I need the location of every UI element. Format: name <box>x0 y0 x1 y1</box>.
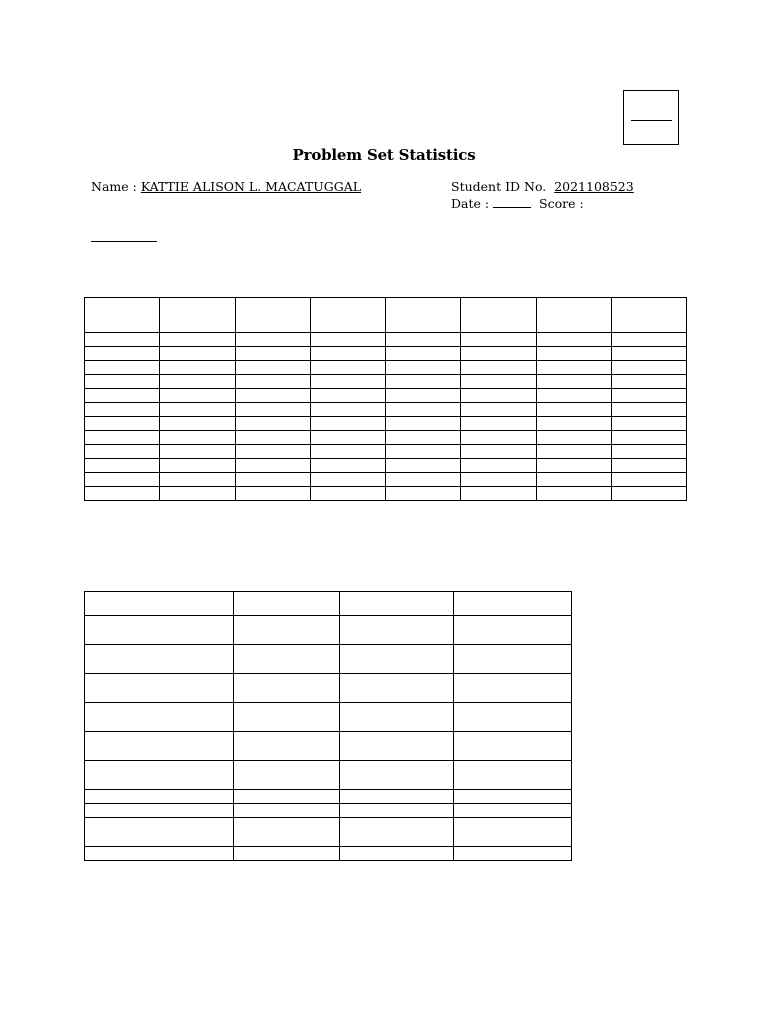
table-cell <box>537 431 612 445</box>
table-cell <box>234 761 340 790</box>
table-cell <box>537 473 612 487</box>
student-id-value: 2021108523 <box>554 179 634 194</box>
table-cell <box>85 703 234 732</box>
table-cell <box>85 389 160 403</box>
table-cell <box>85 674 234 703</box>
table-cell <box>454 674 572 703</box>
table-cell <box>537 333 612 347</box>
table-cell <box>537 445 612 459</box>
table-cell <box>461 487 537 501</box>
table-cell <box>311 333 386 347</box>
table-cell <box>311 375 386 389</box>
table-cell <box>234 804 340 818</box>
table-row <box>85 818 572 847</box>
table-cell <box>234 847 340 861</box>
table-cell <box>454 732 572 761</box>
table-cell <box>386 459 461 473</box>
table-cell <box>236 375 311 389</box>
table-cell <box>461 375 537 389</box>
table-cell <box>85 298 160 333</box>
table-cell <box>160 417 236 431</box>
table-cell <box>340 847 454 861</box>
table-cell <box>454 804 572 818</box>
table-cell <box>85 347 160 361</box>
table-row <box>85 298 687 333</box>
table-cell <box>234 703 340 732</box>
table-cell <box>386 375 461 389</box>
table-cell <box>236 361 311 375</box>
table-cell <box>160 298 236 333</box>
table-cell <box>612 375 687 389</box>
table-cell <box>386 487 461 501</box>
table-cell <box>537 417 612 431</box>
table-cell <box>454 761 572 790</box>
table-row <box>85 445 687 459</box>
table-cell <box>85 333 160 347</box>
table-row <box>85 361 687 375</box>
table-cell <box>85 417 160 431</box>
score-box-blank-line <box>631 120 672 121</box>
table-cell <box>85 732 234 761</box>
table-cell <box>160 431 236 445</box>
date-score-field <box>451 195 584 211</box>
table-cell <box>454 616 572 645</box>
table-cell <box>537 459 612 473</box>
table-cell <box>612 333 687 347</box>
table-cell <box>234 645 340 674</box>
table-cell <box>461 473 537 487</box>
table-cell <box>461 431 537 445</box>
table-cell <box>236 347 311 361</box>
table-row <box>85 487 687 501</box>
table-cell <box>85 459 160 473</box>
table-row <box>85 616 572 645</box>
table-row <box>85 347 687 361</box>
table-cell <box>386 333 461 347</box>
table-cell <box>537 403 612 417</box>
table-cell <box>236 473 311 487</box>
table-cell <box>612 459 687 473</box>
table-cell <box>234 592 340 616</box>
table-cell <box>340 592 454 616</box>
table-cell <box>85 473 160 487</box>
table-cell <box>85 592 234 616</box>
table-row <box>85 431 687 445</box>
table-cell <box>340 732 454 761</box>
table-cell <box>85 804 234 818</box>
student-id-field <box>451 179 634 194</box>
table-cell <box>386 298 461 333</box>
table-cell <box>311 417 386 431</box>
table-cell <box>234 674 340 703</box>
table-cell <box>537 298 612 333</box>
table-cell <box>311 445 386 459</box>
table-cell <box>234 818 340 847</box>
table-cell <box>461 333 537 347</box>
table-cell <box>311 403 386 417</box>
table-cell <box>340 703 454 732</box>
table-cell <box>236 389 311 403</box>
table-cell <box>612 298 687 333</box>
table-cell <box>454 818 572 847</box>
table-cell <box>311 473 386 487</box>
table-cell <box>386 347 461 361</box>
table-cell <box>160 445 236 459</box>
table-cell <box>311 347 386 361</box>
table-cell <box>236 417 311 431</box>
table-row <box>85 732 572 761</box>
table-row <box>85 790 572 804</box>
table-cell <box>236 487 311 501</box>
table-cell <box>85 616 234 645</box>
table-cell <box>612 347 687 361</box>
name-label: Name : <box>91 179 137 194</box>
table-cell <box>340 818 454 847</box>
score-label: Score : <box>539 196 584 211</box>
table-row <box>85 403 687 417</box>
table-cell <box>612 445 687 459</box>
table-cell <box>340 804 454 818</box>
table-cell <box>160 375 236 389</box>
table-cell <box>612 403 687 417</box>
table-cell <box>340 645 454 674</box>
score-box <box>623 90 679 145</box>
table-row <box>85 761 572 790</box>
table-cell <box>85 761 234 790</box>
table-cell <box>461 389 537 403</box>
table-cell <box>236 403 311 417</box>
table-cell <box>612 389 687 403</box>
table-cell <box>537 389 612 403</box>
table-cell <box>454 847 572 861</box>
table-cell <box>612 417 687 431</box>
table-cell <box>311 431 386 445</box>
name-value: KATTIE ALISON L. MACATUGGAL <box>140 179 362 194</box>
table-cell <box>461 403 537 417</box>
table-row <box>85 375 687 389</box>
table-cell <box>461 298 537 333</box>
table-row <box>85 804 572 818</box>
table-cell <box>85 487 160 501</box>
table-cell <box>612 473 687 487</box>
table-cell <box>461 347 537 361</box>
table-cell <box>160 333 236 347</box>
table-cell <box>160 473 236 487</box>
table-row <box>85 674 572 703</box>
table-row <box>85 389 687 403</box>
table-cell <box>236 333 311 347</box>
table-cell <box>236 445 311 459</box>
table-cell <box>234 790 340 804</box>
table-cell <box>537 487 612 501</box>
table-cell <box>340 616 454 645</box>
table-row <box>85 417 687 431</box>
table-cell <box>537 347 612 361</box>
table-cell <box>85 361 160 375</box>
table-cell <box>160 361 236 375</box>
table-cell <box>160 389 236 403</box>
student-id-label: Student ID No. <box>451 179 547 194</box>
table-cell <box>85 818 234 847</box>
table-cell <box>612 431 687 445</box>
table-cell <box>311 459 386 473</box>
table-row <box>85 459 687 473</box>
table-cell <box>85 375 160 389</box>
page-title: Problem Set Statistics <box>292 146 476 164</box>
table-cell <box>311 298 386 333</box>
table-cell <box>340 761 454 790</box>
table-cell <box>386 473 461 487</box>
table-cell <box>236 459 311 473</box>
table-cell <box>311 361 386 375</box>
table-cell <box>160 487 236 501</box>
table-row <box>85 703 572 732</box>
table-cell <box>386 431 461 445</box>
table-cell <box>461 361 537 375</box>
table-cell <box>85 445 160 459</box>
summary-table <box>84 591 572 861</box>
name-field <box>91 179 361 194</box>
table-cell <box>386 361 461 375</box>
date-blank <box>493 195 531 208</box>
short-underline <box>91 241 157 242</box>
table-row <box>85 473 687 487</box>
table-cell <box>311 389 386 403</box>
table-cell <box>454 645 572 674</box>
table-cell <box>160 403 236 417</box>
table-cell <box>537 361 612 375</box>
table-cell <box>386 389 461 403</box>
table-cell <box>85 847 234 861</box>
table-cell <box>612 487 687 501</box>
table-cell <box>236 298 311 333</box>
table-cell <box>85 403 160 417</box>
table-row <box>85 847 572 861</box>
table-row <box>85 645 572 674</box>
table-cell <box>311 487 386 501</box>
table-cell <box>340 790 454 804</box>
table-cell <box>537 375 612 389</box>
table-cell <box>160 459 236 473</box>
table-cell <box>85 645 234 674</box>
table-cell <box>454 703 572 732</box>
table-cell <box>461 459 537 473</box>
table-cell <box>612 361 687 375</box>
table-cell <box>236 431 311 445</box>
table-cell <box>160 347 236 361</box>
date-label: Date : <box>451 196 490 211</box>
table-cell <box>85 431 160 445</box>
table-cell <box>386 445 461 459</box>
table-cell <box>386 417 461 431</box>
table-row <box>85 333 687 347</box>
table-row <box>85 592 572 616</box>
table-cell <box>234 732 340 761</box>
table-cell <box>386 403 461 417</box>
table-cell <box>461 445 537 459</box>
table-cell <box>234 616 340 645</box>
frequency-table <box>84 297 687 501</box>
table-cell <box>85 790 234 804</box>
table-cell <box>454 790 572 804</box>
table-cell <box>454 592 572 616</box>
table-cell <box>340 674 454 703</box>
table-cell <box>461 417 537 431</box>
